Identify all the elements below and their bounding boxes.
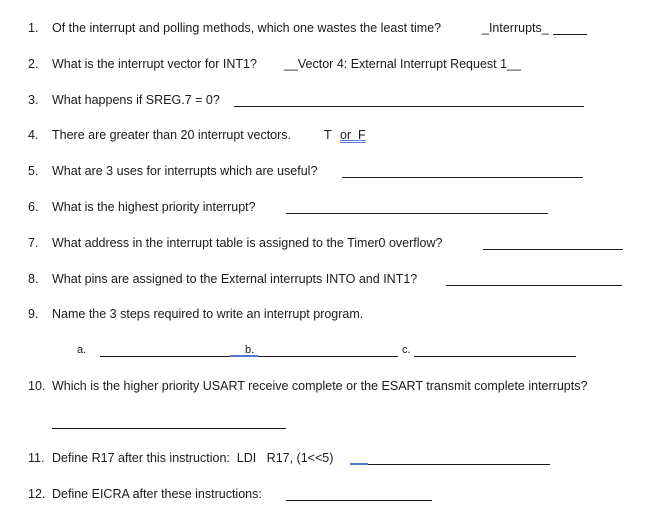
blue-mark xyxy=(350,463,368,465)
false-option[interactable]: or F xyxy=(340,128,366,142)
question-number: 4. xyxy=(28,128,39,142)
question-number: 6. xyxy=(28,200,39,214)
question-text: What are 3 uses for interrupts which are useful? xyxy=(52,164,318,178)
question-number: 3. xyxy=(28,93,39,107)
true-option[interactable]: T xyxy=(324,128,332,142)
question-text: What is the interrupt vector for INT1? xyxy=(52,57,257,71)
question-text: There are greater than 20 interrupt vectors. xyxy=(52,128,292,142)
question-text: What pins are assigned to the External interrupts INTO and INT1? xyxy=(52,272,418,286)
question-text: What is the highest priority interrupt? xyxy=(52,200,256,214)
question-text: What address in the interrupt table is assigned to the Timer0 overflow? xyxy=(52,236,443,250)
question-text: Name the 3 steps required to write an interrupt program. xyxy=(52,307,364,321)
answer-blank-c[interactable] xyxy=(414,356,576,357)
question-number: 8. xyxy=(28,272,39,286)
question-number: 1. xyxy=(28,21,39,35)
question-number: 12. xyxy=(28,487,46,501)
question-number: 5. xyxy=(28,164,39,178)
answer-text: _Interrupts_ xyxy=(482,21,549,35)
question-text: Define EICRA after these instructions: xyxy=(52,487,262,501)
answer-blank[interactable] xyxy=(342,177,583,178)
question-number: 2. xyxy=(28,57,39,71)
answer-blank[interactable] xyxy=(286,213,548,214)
answer-blank-a[interactable] xyxy=(100,356,230,357)
answer-blank[interactable] xyxy=(553,34,587,35)
answer-blank[interactable] xyxy=(446,285,622,286)
question-number: 10. xyxy=(28,379,46,393)
question-number: 7. xyxy=(28,236,39,250)
answer-blank[interactable] xyxy=(286,500,432,501)
answer-blank[interactable] xyxy=(52,428,286,429)
question-text: Of the interrupt and polling methods, which one wastes the least time? xyxy=(52,21,442,35)
answer-blank[interactable] xyxy=(234,106,584,107)
question-text: Which is the higher priority USART receive complete or the ESART transmit complete interrupts? xyxy=(52,379,588,393)
answer-blank[interactable] xyxy=(483,249,623,250)
question-number: 9. xyxy=(28,307,39,321)
answer-text: __Vector 4: External Interrupt Request 1__ xyxy=(284,57,521,71)
sub-label-a: a. xyxy=(77,344,87,356)
answer-blank[interactable] xyxy=(368,464,550,465)
answer-blank-b[interactable] xyxy=(258,356,398,357)
sub-label-b: b. xyxy=(245,344,255,356)
question-text: What happens if SREG.7 = 0? xyxy=(52,93,220,107)
blue-mark xyxy=(230,355,258,357)
question-number: 11. xyxy=(28,451,45,465)
sub-label-c: c. xyxy=(402,344,411,356)
question-text: Define R17 after this instruction: LDI R17, (1<<5) xyxy=(52,451,334,465)
